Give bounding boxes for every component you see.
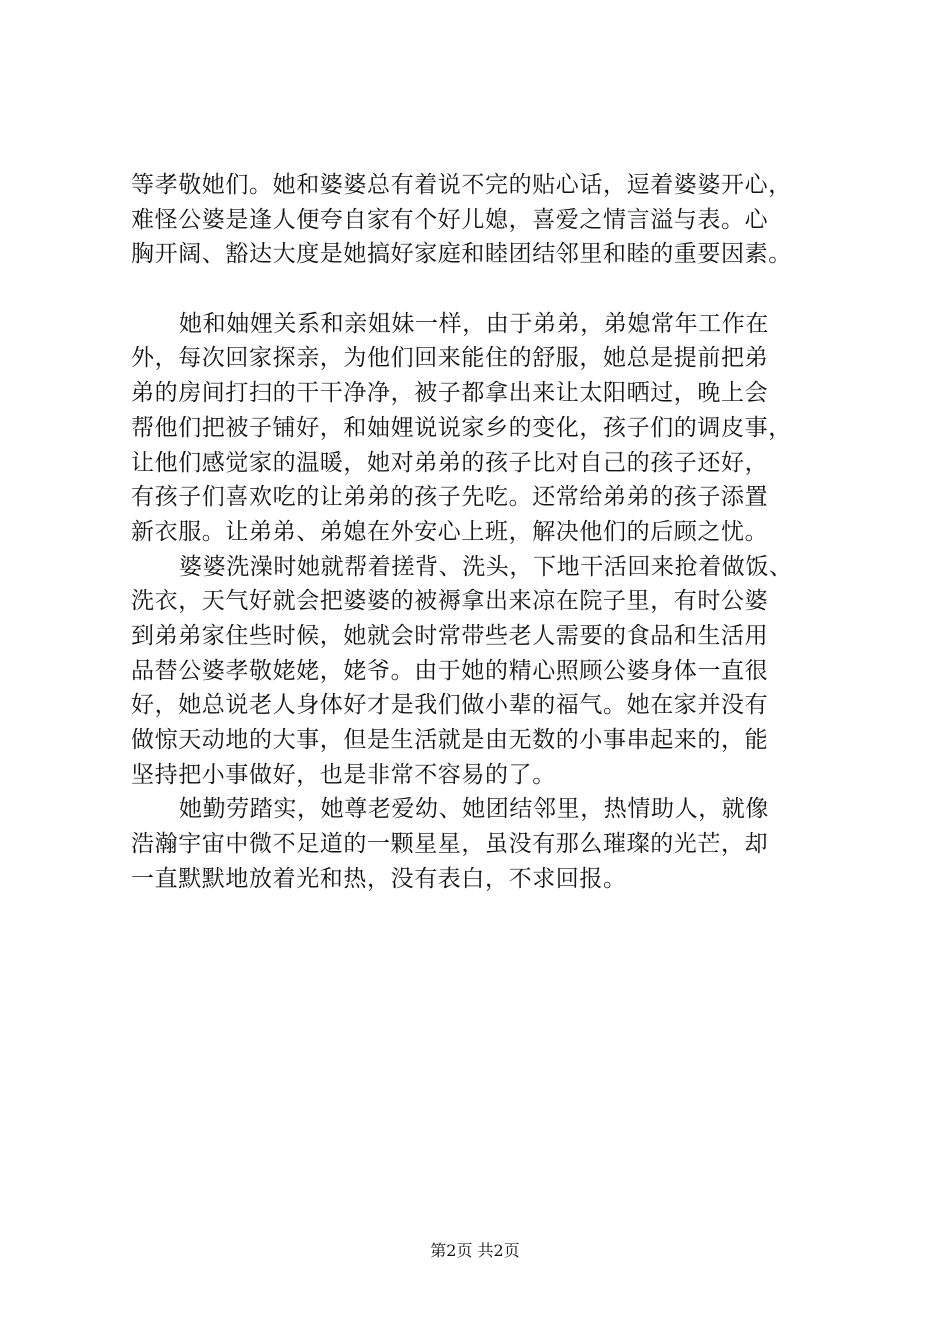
text-line: 帮他们把被子铺好，和妯娌说说家乡的变化，孩子们的调皮事，: [131, 414, 792, 441]
text-line: 做惊天动地的大事，但是生活就是由无数的小事串起来的，能: [131, 727, 769, 753]
text-line: 婆婆洗澡时她就帮着搓背、洗头，下地干活回来抢着做饭、: [179, 553, 793, 580]
text-line: 有孩子们喜欢吃的让弟弟的孩子先吃。还常给弟弟的孩子添置: [131, 484, 769, 511]
text-line: 洗衣，天气好就会把婆婆的被褥拿出来凉在院子里，有时公婆: [131, 588, 769, 615]
text-line: 浩瀚宇宙中微不足道的一颗星星，虽没有那么璀璨的光芒，却: [131, 831, 769, 858]
text-line: 等孝敬她们。她和婆婆总有着说不完的贴心话，逗着婆婆开心，: [131, 172, 792, 198]
text-line: 一直默默地放着光和热，没有表白，不求回报。: [131, 865, 627, 892]
text-line: 新衣服。让弟弟、弟媳在外安心上班，解决他们的后顾之忧。: [131, 518, 769, 545]
text-line: 弟的房间打扫的干干净净，被子都拿出来让太阳晒过，晚上会: [131, 380, 769, 407]
text-line: 难怪公婆是逢人便夸自家有个好儿媳，喜爱之情言溢与表。心: [131, 206, 769, 233]
paragraph-2: [131, 307, 851, 550]
body-text: [131, 168, 851, 896]
paragraph-4: [131, 792, 851, 896]
text-line: 品替公婆孝敬姥姥，姥爷。由于她的精心照顾公婆身体一直很: [131, 657, 769, 684]
text-line: 她和妯娌关系和亲姐妹一样，由于弟弟，弟媳常年工作在: [179, 310, 769, 337]
paragraph-3: [131, 550, 851, 793]
text-line: 好，她总说老人身体好才是我们做小辈的福气。她在家并没有: [131, 692, 769, 719]
text-line: 她勤劳踏实，她尊老爱幼、她团结邻里，热情助人，就像: [179, 796, 769, 823]
paragraph-1: [131, 168, 851, 272]
page-number-label: 第2页 共2页: [430, 1241, 520, 1260]
paragraph-gap: [131, 272, 851, 307]
text-line: 胸开阔、豁达大度是她搞好家庭和睦团结邻里和睦的重要因素。: [131, 241, 792, 268]
text-line: 让他们感觉家的温暖，她对弟弟的孩子比对自己的孩子还好，: [131, 449, 769, 476]
text-line: 坚持把小事做好，也是非常不容易的了。: [131, 761, 556, 788]
text-line: 外，每次回家探亲，为他们回来能住的舒服，她总是提前把弟: [131, 345, 769, 372]
page-footer: [0, 1241, 950, 1261]
text-line: 到弟弟家住些时候，她就会时常带些老人需要的食品和生活用: [131, 622, 769, 649]
